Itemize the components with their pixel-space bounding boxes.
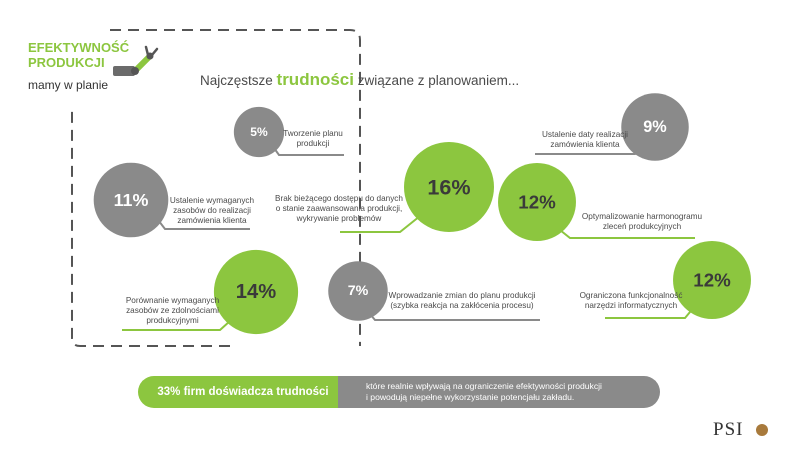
summary-highlight: 33% firm doświadcza trudności <box>138 376 348 408</box>
psi-logo: PSI <box>713 419 744 440</box>
headline <box>200 70 519 90</box>
item-label-3: Ustalenie daty realizacji zamówienia klienta <box>541 130 628 149</box>
headline-highlight: trudności <box>276 70 354 89</box>
brand-subtitle: mamy w planie <box>28 78 109 92</box>
item-label-0: Tworzenie planu produkcji <box>283 129 343 148</box>
summary-line2: i powodują niepełne wykorzystanie potencjału zakładu. <box>366 392 575 402</box>
item-label-2: Optymalizowanie harmonogramu zleceń produkcyjnych <box>581 212 703 231</box>
bubble-value-5: 14% <box>235 281 277 303</box>
brand-title <box>28 40 129 70</box>
headline-after: związane z planowaniem... <box>353 73 520 88</box>
item-label-1: Brak bieżącego dostępu do danych o stanie zaawansowania produkcji, wykrywanie problemów <box>275 194 403 223</box>
bubble-value-3: 9% <box>643 118 667 136</box>
brand-title-line2: PRODUKCJI <box>28 55 105 70</box>
brand-title-line1: EFEKTYWNOŚĆ <box>28 40 130 55</box>
psi-logo-mark <box>756 424 768 436</box>
item-label-7: Ograniczona funkcjonalność narzędzi informatycznych <box>579 291 683 310</box>
item-label-5: Porównanie wymaganych zasobów ze zdolnościami produkcyjnymi <box>125 296 220 325</box>
bubble-value-4: 11% <box>113 190 149 210</box>
bubble-value-1: 16% <box>427 174 471 200</box>
item-label-6: Wprowadzanie zmian do planu produkcji (szybka reakcja na zakłócenia procesu) <box>388 291 536 310</box>
item-label-4: Ustalenie wymaganych zasobów do realizacji zamówienia klienta <box>169 196 255 225</box>
bubble-value-0: 5% <box>250 125 268 139</box>
summary-text <box>338 376 660 408</box>
headline-before: Najczęstsze <box>200 73 277 88</box>
bubble-value-7: 12% <box>693 269 731 291</box>
bubble-value-6: 7% <box>347 283 369 299</box>
summary-line1: które realnie wpływają na ograniczenie efektywności produkcji <box>366 381 602 391</box>
bubble-value-2: 12% <box>518 191 556 213</box>
